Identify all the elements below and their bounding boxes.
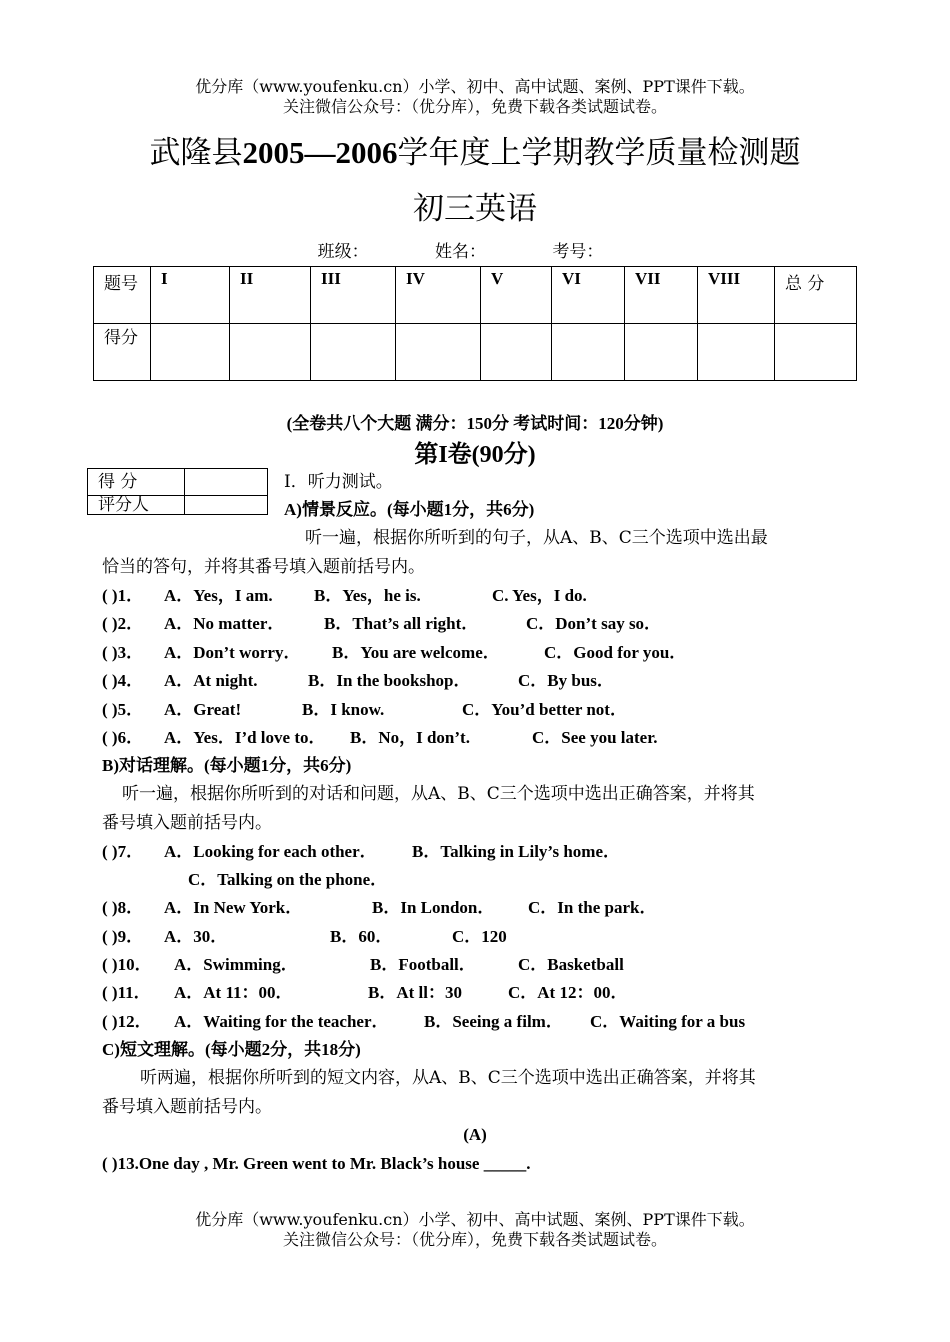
option-c: C．Good for you．: [544, 643, 687, 662]
grader-label: 评分人: [88, 496, 185, 515]
option-a: A．Waiting for the teacher．: [174, 1012, 389, 1031]
option-a: A．Yes．I’d love to．: [164, 728, 326, 747]
score-col-6: VI: [552, 267, 625, 324]
grader-table: [87, 468, 268, 515]
option-c: C．Waiting for a bus: [590, 1012, 746, 1031]
option-c: C．See you later.: [532, 728, 658, 747]
page-header-line1: 优分库（www.youfenku.cn）小学、初中、高中试题、案例、PPT课件下载。: [195, 77, 755, 96]
page-header-line2: 关注微信公众号：（优分库），免费下载各类试题试卷。: [282, 97, 667, 116]
class-field: 班级：: [317, 242, 369, 262]
part-c-instruction-2: 番号填入题前括号内。: [102, 1097, 272, 1117]
score-col-8: VIII: [698, 267, 775, 324]
question-1: ( )1． A．Yes，I am. B．Yes，he is. C. Yes，I do.: [102, 586, 587, 605]
question-9: ( )9． A．30． B．60． C．120: [102, 927, 507, 946]
score-col-total: 总 分: [775, 267, 857, 324]
question-12: ( )12． A．Waiting for the teacher． B．Seeing a film． C．Waiting for a bus: [102, 1012, 746, 1031]
option-c: C．In the park．: [528, 898, 657, 917]
option-b: B．60．: [330, 927, 393, 946]
option-a: A．Swimming．: [174, 955, 298, 974]
exam-subtitle: 初三英语: [413, 191, 537, 227]
exam-note: (全卷共八个大题 满分：150分 考试时间：120分钟): [286, 414, 664, 433]
grader-score-label: 得 分: [88, 469, 185, 496]
option-b: B．Talking in Lily’s home．: [412, 842, 620, 861]
option-b: B．At ll：30: [368, 983, 462, 1002]
option-a: A．No matter．: [164, 614, 285, 633]
number-field: 考号：: [552, 242, 604, 262]
part-b-instruction-1: 听一遍，根据你所听到的对话和问题，从A、B、C三个选项中选出正确答案，并将其: [122, 784, 755, 804]
question-7: ( )7． A．Looking for each other． B．Talking in Lily’s home． C．Talking on the phone．: [102, 842, 620, 889]
question-11: ( )11． A．At 11：00． B．At ll：30 C．At 12：00．: [102, 983, 628, 1002]
score-cell[interactable]: [230, 324, 311, 381]
question-5: ( )5． A．Great! B．I know. C．You’d better not．: [102, 700, 627, 719]
score-col-3: III: [311, 267, 396, 324]
score-cell[interactable]: [552, 324, 625, 381]
grader-cell[interactable]: [185, 496, 268, 515]
option-c: C．At 12：00．: [508, 983, 628, 1002]
option-a: A．In New York．: [164, 898, 303, 917]
option-a: A．30．: [164, 927, 228, 946]
score-cell[interactable]: [698, 324, 775, 381]
option-a: A．Great!: [164, 700, 242, 719]
part-b-instruction-2: 番号填入题前括号内。: [102, 813, 272, 833]
score-col-2: II: [230, 267, 311, 324]
option-c: C．You’d better not．: [462, 700, 627, 719]
score-col-5: V: [481, 267, 552, 324]
part-c-instruction-1: 听两遍，根据你所听到的短文内容，从A、B、C三个选项中选出正确答案，并将其: [140, 1068, 756, 1088]
option-c: C．By bus．: [518, 671, 614, 690]
option-b: B．In London．: [372, 898, 495, 917]
option-c: C．Don’t say so．: [526, 614, 662, 633]
part-title: 第I卷(90分): [414, 442, 536, 468]
option-c: C．120: [452, 927, 507, 946]
part-a-heading: A)情景反应。(每小题1分，共6分): [284, 500, 535, 519]
question-3: ( )3． A．Don’t worry． B．You are welcome． C．Good for you．: [102, 643, 687, 662]
option-b: B．Seeing a film．: [424, 1012, 563, 1031]
score-cell[interactable]: [481, 324, 552, 381]
score-table-header-row: [94, 267, 857, 324]
question-2: ( )2． A．No matter． B．That’s all right． C．Don’t say so．: [102, 614, 662, 633]
question-10: ( )10． A．Swimming． B．Football． C．Basketball: [102, 955, 624, 974]
score-label: 得分: [94, 324, 151, 381]
question-8: ( )8． A．In New York． B．In London． C．In the park．: [102, 898, 657, 917]
part-a-instruction-1: 听一遍，根据你所听到的句子，从A、B、C三个选项中选出最: [305, 528, 768, 548]
option-b: B．Football．: [370, 955, 476, 974]
option-b: B．Yes，he is.: [314, 586, 421, 605]
option-c: C. Yes，I do.: [492, 586, 587, 605]
question-4: ( )4． A．At night. B．In the bookshop． C．By bus．: [102, 671, 614, 690]
option-a: A．At 11：00．: [174, 983, 293, 1002]
option-a: A．Don’t worry．: [164, 643, 301, 662]
option-b: B．In the bookshop．: [308, 671, 471, 690]
section-heading: I．听力测试。: [284, 472, 393, 492]
exam-title: 武隆县2005—2006学年度上学期教学质量检测题: [149, 135, 801, 171]
option-c: C．Talking on the phone．: [188, 870, 388, 889]
score-table-score-row: [94, 324, 857, 381]
part-a-instruction-2: 恰当的答句，并将其番号填入题前括号内。: [102, 557, 425, 577]
page-footer-line2: 关注微信公众号：（优分库），免费下载各类试题试卷。: [282, 1230, 667, 1249]
score-table: [93, 266, 857, 381]
passage-label: (A): [463, 1125, 487, 1144]
question-13: ( )13.One day , Mr. Green went to Mr. Black’s house _____.: [102, 1154, 531, 1173]
option-a: A．At night.: [164, 671, 258, 690]
grader-score-cell[interactable]: [185, 469, 268, 496]
option-b: B．You are welcome．: [332, 643, 500, 662]
option-a: A．Yes，I am.: [164, 586, 273, 605]
student-info: [0, 241, 950, 263]
score-col-4: IV: [396, 267, 481, 324]
score-col-1: I: [151, 267, 230, 324]
score-cell[interactable]: [311, 324, 396, 381]
name-field: 姓名：: [435, 242, 486, 262]
option-a: A．Looking for each other．: [164, 842, 377, 861]
question-number-label: 题号: [94, 267, 151, 324]
score-cell[interactable]: [625, 324, 698, 381]
score-col-7: VII: [625, 267, 698, 324]
option-b: B．No，I don’t.: [350, 728, 470, 747]
part-c-heading: C)短文理解。(每小题2分，共18分): [102, 1040, 361, 1059]
score-cell[interactable]: [151, 324, 230, 381]
option-b: B．That’s all right．: [324, 614, 479, 633]
score-cell[interactable]: [775, 324, 857, 381]
part-b-heading: B)对话理解。(每小题1分，共6分): [102, 756, 352, 775]
option-b: B．I know.: [302, 700, 385, 719]
question-6: ( )6． A．Yes．I’d love to． B．No，I don’t. C．See you later.: [102, 728, 658, 747]
page-footer-line1: 优分库（www.youfenku.cn）小学、初中、高中试题、案例、PPT课件下载。: [195, 1210, 755, 1229]
option-c: C．Basketball: [518, 955, 624, 974]
score-cell[interactable]: [396, 324, 481, 381]
